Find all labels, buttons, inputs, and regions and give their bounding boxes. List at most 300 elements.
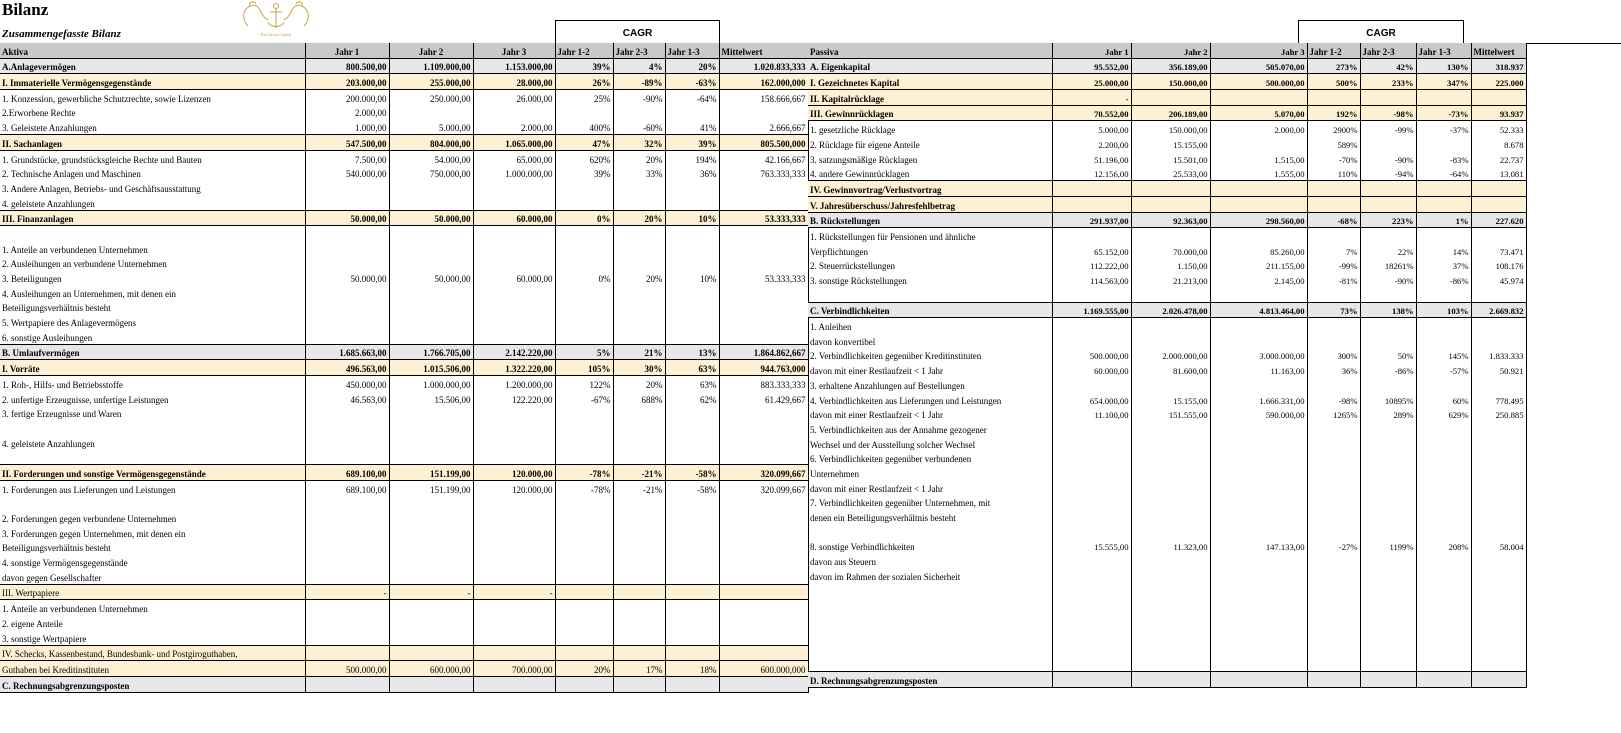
cell-value (665, 676, 719, 692)
cell-value (389, 450, 473, 465)
cell-value: 60.000,00 (473, 210, 555, 226)
cell-value: 15.506,00 (389, 391, 473, 406)
cell-value (1307, 524, 1360, 539)
cell-value: -89% (613, 74, 665, 90)
cell-value: 763.333,333 (719, 166, 808, 181)
cell-value: 2.000,00 (473, 119, 555, 134)
cell-value (389, 645, 473, 661)
cell-value (1360, 642, 1416, 657)
cell-value (719, 569, 808, 584)
row-label: 1. Anteile an verbundenen Unternehmen (0, 241, 305, 256)
cell-value (665, 600, 719, 615)
cell-value (665, 314, 719, 329)
cell-value: 85.260,00 (1210, 243, 1307, 258)
cell-value (555, 600, 613, 615)
cell-value (1360, 465, 1416, 480)
cell-value (1052, 196, 1131, 212)
cell-value (1307, 451, 1360, 466)
cell-value (665, 645, 719, 661)
cell-value (613, 540, 665, 555)
cell-value (665, 584, 719, 600)
row-label: 3. sonstige Rückstellungen (808, 272, 1052, 287)
cell-value: -86% (1416, 272, 1471, 287)
cell-value (389, 285, 473, 300)
row-label: 1. Roh-, Hilfs- und Betriebsstoffe (0, 376, 305, 391)
cell-value: 51.196,00 (1052, 151, 1131, 166)
cell-value: 250.000,00 (389, 90, 473, 105)
cell-value: 200.000,00 (305, 90, 389, 105)
row-label: 3. Beteiligungen (0, 270, 305, 285)
cell-value: 47% (555, 135, 613, 151)
row-label: davon mit einer Restlaufzeit < 1 Jahr (808, 407, 1052, 422)
cagr-header-left: CAGR (555, 20, 720, 45)
cell-value (1131, 671, 1210, 687)
aktiva-row (0, 645, 808, 661)
page-title: Bilanz (2, 0, 49, 19)
passiva-row (808, 318, 1526, 333)
row-label: C. Rechnungsabgrenzungsposten (0, 676, 305, 692)
cell-value (473, 256, 555, 271)
row-label: 6. sonstige Ausleihungen (0, 329, 305, 344)
cell-value (1131, 451, 1210, 466)
cell-value (305, 285, 389, 300)
row-label: 4. geleistete Anzahlungen (0, 195, 305, 210)
cell-value: 450.000,00 (305, 376, 389, 391)
aktiva-row (0, 630, 808, 645)
cell-value (473, 300, 555, 315)
cell-value (1210, 524, 1307, 539)
cell-value (1052, 287, 1131, 302)
cell-value (1416, 642, 1471, 657)
cell-value: 320.099,667 (719, 480, 808, 495)
cell-value (1360, 451, 1416, 466)
cell-value (389, 105, 473, 120)
cell-value (1307, 583, 1360, 598)
cell-value: -90% (1360, 272, 1416, 287)
row-label: Beteiligungsverhältnis besteht (0, 300, 305, 315)
column-header: Jahr 3 (1210, 43, 1307, 58)
row-label: davon gegen Gesellschafter (0, 569, 305, 584)
aktiva-row (0, 329, 808, 344)
cell-value: - (305, 584, 389, 600)
cell-value (1471, 612, 1526, 627)
cell-value (473, 569, 555, 584)
cell-value (473, 314, 555, 329)
cagr-header-right: CAGR (1298, 20, 1464, 45)
cell-value (719, 540, 808, 555)
cell-value: 500.000,00 (1210, 74, 1307, 90)
cell-value (719, 329, 808, 344)
row-label: C. Verbindlichkeiten (808, 302, 1052, 318)
cell-value (473, 420, 555, 435)
cell-value: 500.000,00 (1052, 348, 1131, 363)
passiva-row (808, 553, 1526, 568)
cell-value (1416, 612, 1471, 627)
cell-value (555, 676, 613, 692)
cell-value: -98% (1360, 105, 1416, 121)
cell-value (555, 180, 613, 195)
cell-value (719, 600, 808, 615)
cell-value (719, 496, 808, 511)
row-label: D. Rechnungsabgrenzungsposten (808, 671, 1052, 687)
row-label: 2. Verbindlichkeiten gegenüber Kreditinstituten (808, 348, 1052, 363)
cell-value: 356.189,00 (1131, 58, 1210, 74)
cell-value (1360, 627, 1416, 642)
cell-value (613, 569, 665, 584)
cell-value: 28.000,00 (473, 74, 555, 90)
cell-value: 15.555,00 (1052, 539, 1131, 554)
cell-value (555, 569, 613, 584)
cell-value: -27% (1307, 539, 1360, 554)
cell-value (1052, 480, 1131, 495)
cell-value: 25% (555, 90, 613, 105)
aktiva-row (0, 554, 808, 569)
cell-value (473, 676, 555, 692)
cell-value (1131, 436, 1210, 451)
cell-value (1471, 421, 1526, 436)
cell-value (305, 314, 389, 329)
cell-value: -21% (613, 465, 665, 481)
cell-value: 347% (1416, 74, 1471, 90)
cell-value: 26.000,00 (473, 90, 555, 105)
cell-value: -90% (1360, 151, 1416, 166)
cell-value (1131, 495, 1210, 510)
aktiva-row (0, 661, 808, 677)
cell-value: 1.065.000,00 (473, 135, 555, 151)
cell-value: 26% (555, 74, 613, 90)
cell-value (389, 525, 473, 540)
cell-value: 1.000.000,00 (473, 166, 555, 181)
cell-value (1471, 583, 1526, 598)
cell-value: 1.833.333 (1471, 348, 1526, 363)
cell-value (1210, 228, 1307, 243)
cell-value (1416, 671, 1471, 687)
aktiva-row (0, 58, 808, 74)
cell-value (1210, 568, 1307, 583)
cell-value: 41% (665, 119, 719, 134)
cell-value (555, 510, 613, 525)
cell-value (1307, 509, 1360, 524)
cell-value: 18% (665, 661, 719, 677)
cell-value: 688% (613, 391, 665, 406)
cell-value (473, 630, 555, 645)
cell-value: 778.495 (1471, 392, 1526, 407)
cell-value (665, 450, 719, 465)
aktiva-row (0, 119, 808, 134)
cell-value (1210, 333, 1307, 348)
cell-value (1471, 287, 1526, 302)
cell-value (613, 554, 665, 569)
row-label: III. Wertpapiere (0, 584, 305, 600)
cell-value: 289% (1360, 407, 1416, 422)
cell-value: 2.200,00 (1052, 136, 1131, 151)
cell-value: 60% (1416, 392, 1471, 407)
cell-value: 37% (1416, 258, 1471, 273)
cell-value (1416, 656, 1471, 671)
cell-value (305, 510, 389, 525)
row-label: III. Finanzanlagen (0, 210, 305, 226)
passiva-row (808, 272, 1526, 287)
cell-value (1052, 377, 1131, 392)
row-label: 4. sonstige Vermögensgegenstände (0, 554, 305, 569)
cell-value (613, 600, 665, 615)
aktiva-row (0, 615, 808, 630)
row-label: II. Kapitalrücklage (808, 90, 1052, 106)
aktiva-row (0, 360, 808, 376)
cell-value: 227.620 (1471, 212, 1526, 228)
row-label: 2.Erworbene Rechte (0, 105, 305, 120)
cell-value: 590.000,00 (1210, 407, 1307, 422)
passiva-row (808, 495, 1526, 510)
cell-value (1131, 509, 1210, 524)
aktiva-row (0, 180, 808, 195)
passiva-row (808, 436, 1526, 451)
cell-value: 63% (665, 376, 719, 391)
passiva-header-row (808, 43, 1526, 58)
cell-value (665, 256, 719, 271)
cell-value: 0% (555, 270, 613, 285)
row-label: 1. Rückstellungen für Pensionen und ähnliche (808, 228, 1052, 243)
aktiva-row (0, 256, 808, 271)
cell-value: 122.220,00 (473, 391, 555, 406)
cell-value: 21.213,00 (1131, 272, 1210, 287)
row-label (808, 597, 1052, 612)
cell-value (1210, 480, 1307, 495)
cell-value: 4.813.464,00 (1210, 302, 1307, 318)
cell-value: 73.471 (1471, 243, 1526, 258)
cell-value: 147.133,00 (1210, 539, 1307, 554)
cell-value (665, 180, 719, 195)
cell-value: -98% (1307, 392, 1360, 407)
cell-value: 1.322.220,00 (473, 360, 555, 376)
cell-value (1307, 553, 1360, 568)
aktiva-row (0, 584, 808, 600)
cell-value (1307, 465, 1360, 480)
passiva-row (808, 465, 1526, 480)
cell-value (1416, 421, 1471, 436)
cell-value: 122% (555, 376, 613, 391)
cell-value (1416, 287, 1471, 302)
cell-value: 22.737 (1471, 151, 1526, 166)
cell-value (305, 180, 389, 195)
cell-value (665, 615, 719, 630)
row-label: davon aus Steuern (808, 553, 1052, 568)
passiva-row (808, 74, 1526, 90)
cell-value: 120.000,00 (473, 465, 555, 481)
cell-value (719, 584, 808, 600)
aktiva-row (0, 420, 808, 435)
cell-value (665, 540, 719, 555)
row-label: B. Umlaufvermögen (0, 344, 305, 360)
cell-value: 42.166,667 (719, 150, 808, 165)
row-label: 3. Forderungen gegen Unternehmen, mit denen ein (0, 525, 305, 540)
passiva-row (808, 258, 1526, 273)
row-label: 2. eigene Anteile (0, 615, 305, 630)
passiva-row (808, 392, 1526, 407)
cell-value (1360, 90, 1416, 106)
cell-value (1471, 196, 1526, 212)
cell-value: 1.000.000,00 (389, 376, 473, 391)
cell-value (719, 615, 808, 630)
passiva-row (808, 105, 1526, 121)
cell-value (1210, 495, 1307, 510)
aktiva-row (0, 510, 808, 525)
cell-value: 689.100,00 (305, 465, 389, 481)
cell-value (1210, 181, 1307, 197)
cell-value (1416, 333, 1471, 348)
cell-value (1052, 451, 1131, 466)
cell-value (305, 300, 389, 315)
cell-value: 50.000,00 (305, 210, 389, 226)
cell-value: 1.515,00 (1210, 151, 1307, 166)
row-label: 4. Verbindlichkeiten aus Lieferungen und Leistungen (808, 392, 1052, 407)
cell-value: 547.500,00 (305, 135, 389, 151)
cell-value (665, 420, 719, 435)
cell-value (389, 569, 473, 584)
cell-value (1307, 568, 1360, 583)
cell-value: 63% (665, 360, 719, 376)
aktiva-row (0, 480, 808, 495)
column-header: Jahr 1-3 (1416, 43, 1471, 58)
cell-value (473, 180, 555, 195)
cell-value: 12.156,00 (1052, 166, 1131, 181)
cell-value: -21% (613, 480, 665, 495)
cell-value: 18261% (1360, 258, 1416, 273)
cell-value: -81% (1307, 272, 1360, 287)
row-label: 2. unfertige Erzeugnisse, unfertige Leistungen (0, 391, 305, 406)
cell-value: 10% (665, 210, 719, 226)
aktiva-row (0, 105, 808, 120)
cell-value: 883.333,333 (719, 376, 808, 391)
aktiva-row (0, 435, 808, 450)
cell-value: -83% (1416, 151, 1471, 166)
cell-value: -86% (1360, 362, 1416, 377)
aktiva-row (0, 376, 808, 391)
cell-value: -99% (1360, 121, 1416, 136)
row-label: B. Rückstellungen (808, 212, 1052, 228)
cell-value: 1.766.705,00 (389, 344, 473, 360)
header-extension-line (1525, 43, 1621, 44)
row-label: 2. Ausleihungen an verbundene Unternehmen (0, 256, 305, 271)
cell-value: 5.070,00 (1210, 105, 1307, 121)
passiva-row (808, 228, 1526, 243)
cell-value: 13.081 (1471, 166, 1526, 181)
passiva-row (808, 421, 1526, 436)
cell-value: 11.163,00 (1210, 362, 1307, 377)
aktiva-row (0, 569, 808, 584)
cell-value (555, 314, 613, 329)
cell-value (1416, 465, 1471, 480)
cell-value (1471, 524, 1526, 539)
cell-value (1307, 436, 1360, 451)
cell-value: 654.000,00 (1052, 392, 1131, 407)
cell-value: 300% (1307, 348, 1360, 363)
cell-value (305, 525, 389, 540)
aktiva-row (0, 135, 808, 151)
cell-value (1131, 656, 1210, 671)
column-header: Jahr 3 (473, 43, 555, 58)
cell-value (1471, 451, 1526, 466)
cell-value (665, 241, 719, 256)
cell-value (613, 195, 665, 210)
cell-value (1416, 451, 1471, 466)
row-label: 1. Konzession, gewerbliche Schutzrechte, sowie Lizenzen (0, 90, 305, 105)
cell-value: 20% (613, 210, 665, 226)
cell-value (1471, 377, 1526, 392)
cell-value (555, 241, 613, 256)
cell-value: 50.921 (1471, 362, 1526, 377)
cell-value (613, 406, 665, 421)
passiva-row (808, 539, 1526, 554)
cell-value (1471, 228, 1526, 243)
passiva-row (808, 362, 1526, 377)
cell-value (555, 256, 613, 271)
cell-value (1471, 627, 1526, 642)
row-label: 3. erhaltene Anzahlungen auf Bestellungen (808, 377, 1052, 392)
cell-value (665, 300, 719, 315)
cell-value (1210, 196, 1307, 212)
cell-value (665, 525, 719, 540)
cell-value (1307, 333, 1360, 348)
cell-value: 92.363,00 (1131, 212, 1210, 228)
cell-value: 400% (555, 119, 613, 134)
cell-value (613, 180, 665, 195)
cell-value (305, 420, 389, 435)
cell-value (555, 285, 613, 300)
cell-value (719, 645, 808, 661)
cell-value (1052, 597, 1131, 612)
cell-value (1471, 181, 1526, 197)
cell-value (473, 496, 555, 511)
passiva-row (808, 181, 1526, 197)
cell-value (1360, 671, 1416, 687)
cell-value (1471, 553, 1526, 568)
cell-value (1416, 480, 1471, 495)
passiva-row (808, 642, 1526, 657)
cell-value (1307, 671, 1360, 687)
cell-value: 194% (665, 150, 719, 165)
cell-value: 4% (613, 58, 665, 74)
cell-value: 2.669.832 (1471, 302, 1526, 318)
cell-value (473, 105, 555, 120)
cell-value (1052, 612, 1131, 627)
passiva-row (808, 524, 1526, 539)
cell-value: 93.937 (1471, 105, 1526, 121)
cell-value (1210, 656, 1307, 671)
aktiva-row (0, 314, 808, 329)
cell-value (305, 630, 389, 645)
cell-value (389, 600, 473, 615)
cell-value (1360, 196, 1416, 212)
cell-value (719, 406, 808, 421)
cell-value (1307, 318, 1360, 333)
passiva-row (808, 377, 1526, 392)
row-label (0, 226, 305, 241)
cell-value: 3.000.000,00 (1210, 348, 1307, 363)
passiva-row (808, 671, 1526, 687)
cell-value: 138% (1360, 302, 1416, 318)
cell-value (613, 256, 665, 271)
cell-value (1210, 642, 1307, 657)
aktiva-row (0, 676, 808, 692)
cell-value: 800.500,00 (305, 58, 389, 74)
cell-value (1307, 196, 1360, 212)
cell-value (613, 329, 665, 344)
cell-value: 158.666,667 (719, 90, 808, 105)
cell-value (473, 435, 555, 450)
cell-value: 233% (1360, 74, 1416, 90)
cell-value (613, 226, 665, 241)
